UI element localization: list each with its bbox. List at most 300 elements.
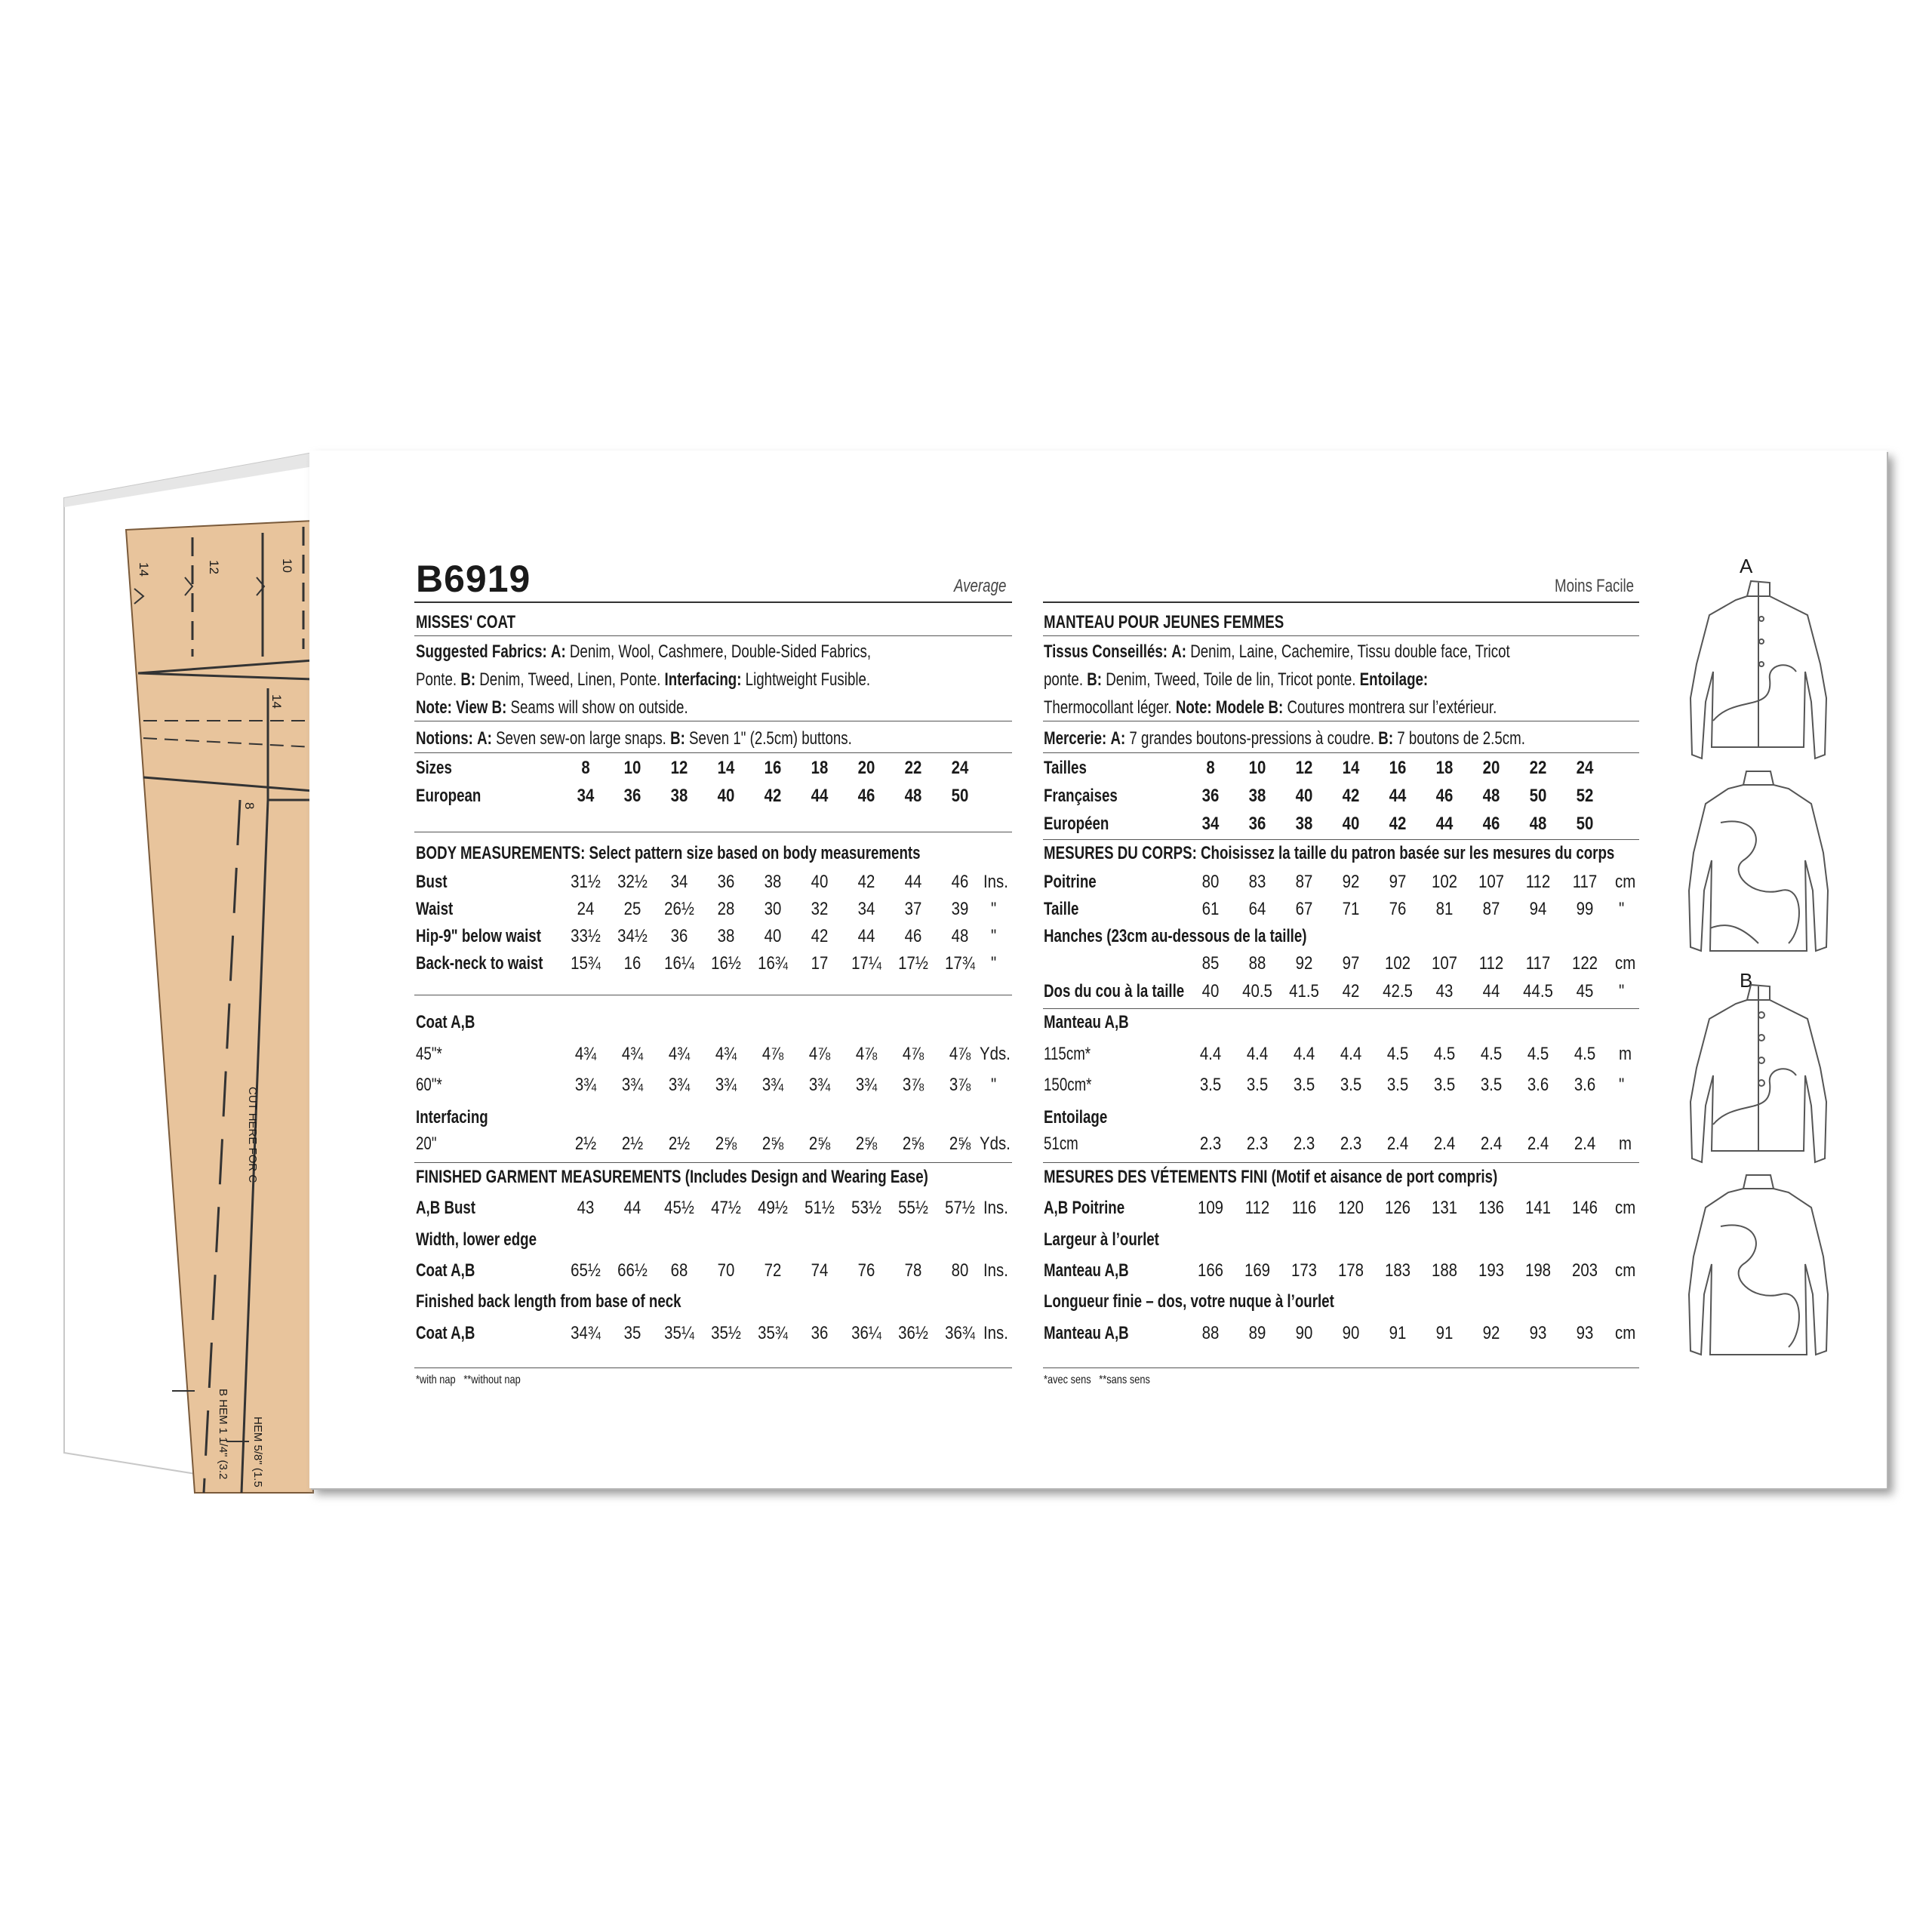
table-cell: 12 [670,758,688,778]
table-cell: 70 [717,1260,735,1281]
table-cell: 116 [1291,1198,1317,1218]
table-cell: 97 [1342,953,1360,974]
text: Seams will show on outside. [510,697,688,718]
table-cell: 72 [764,1260,782,1281]
table-cell: 64 [1248,899,1266,919]
table-cell: 17¾ [945,953,975,974]
row-label: 115cm* [1044,1044,1091,1064]
table-cell: 3.5 [1293,1075,1315,1095]
table-cell: 52 [1576,786,1594,806]
table-cell: 169 [1244,1260,1271,1281]
table-cell: 30 [764,899,782,919]
table-cell: 38 [1295,814,1313,834]
table-cell: 15¾ [571,953,601,974]
table-cell: 122 [1571,953,1598,974]
table-cell: 42.5 [1383,981,1413,1001]
table-cell: 78 [904,1260,922,1281]
table-cell: 36¾ [945,1323,975,1343]
table-cell: 42 [1342,981,1360,1001]
row-label: Hanches (23cm au-dessous de la taille) [1044,926,1307,946]
table-cell: 42 [1342,786,1360,806]
table-cell: 44.5 [1523,981,1553,1001]
table-cell: 44 [811,786,829,806]
table-cell: 61 [1201,899,1220,919]
tissue-size-label: 14 [137,562,151,577]
table-cell: 50 [1529,786,1547,806]
row-label: Françaises [1044,786,1118,806]
table-cell: 36 [623,786,641,806]
coat-view-b-front [1690,985,1826,1162]
coat-view-drawings [1683,574,1834,1374]
title-fr: MANTEAU POUR JEUNES FEMMES [1044,612,1284,632]
table-cell: 2⅝ [761,1134,784,1154]
table-cell: 141 [1524,1198,1552,1218]
table-cell: 36 [670,926,688,946]
table-cell: 90 [1342,1323,1360,1343]
table-cell: 2⅝ [902,1134,924,1154]
label: Notions: [416,728,473,749]
table-cell: 76 [1389,899,1407,919]
table-cell: 102 [1384,953,1411,974]
table-cell: 20 [1482,758,1500,778]
table-cell: 3⅞ [902,1075,924,1095]
table-cell: 35¼ [664,1323,694,1343]
text: Denim, Tweed, Linen, Ponte. [479,669,661,690]
fabrics-en [416,638,872,721]
table-cell: 131 [1431,1198,1458,1218]
table-cell: 46 [857,786,875,806]
table-cell: 2½ [668,1134,691,1154]
table-cell: 34 [1201,814,1220,834]
table-cell: 40 [1342,814,1360,834]
table-cell: 22 [1529,758,1547,778]
table-cell: 44 [1389,786,1407,806]
table-cell: 8 [1206,758,1215,778]
table-cell: 4.5 [1433,1044,1456,1064]
table-cell: 2.4 [1386,1134,1409,1154]
table-cell: 40 [717,786,735,806]
coat-view-a-front [1690,581,1826,758]
table-cell: 34½ [617,926,648,946]
table-cell: 68 [670,1260,688,1281]
row-label: Manteau A,B [1044,1260,1129,1281]
table-cell: 40 [764,926,782,946]
table-cell: 2⅝ [855,1134,878,1154]
table-cell: 3¾ [574,1075,597,1095]
table-cell: 16 [764,758,782,778]
footnote-fr: *avec sens **sans sens [1044,1374,1150,1386]
table-cell: 3.5 [1386,1075,1409,1095]
table-cell: 20 [857,758,875,778]
label: Note: Modele B: [1175,697,1284,718]
table-cell: 66½ [617,1260,648,1281]
label: A: [550,641,566,662]
table-cell: 178 [1337,1260,1364,1281]
table-cell: 3¾ [761,1075,784,1095]
table-cell: 87 [1295,872,1313,892]
unit: Ins. [983,872,1008,892]
table-cell: 35 [623,1323,641,1343]
rule [1043,1008,1639,1009]
notions-en [416,724,852,752]
pattern-number: B6919 [416,558,531,600]
table-cell: 97 [1389,872,1407,892]
tissue-size-label: 14 [269,694,284,709]
row-label: Poitrine [1044,872,1097,892]
label: A: [1171,641,1187,662]
label: Mercerie: [1044,728,1107,749]
table-cell: 92 [1342,872,1360,892]
section-header: FINISHED GARMENT MEASUREMENTS (Includes Design and Wearing Ease) [416,1167,928,1187]
table-cell: 36 [1201,786,1220,806]
table-cell: 25 [623,899,641,919]
tissue-hem-label: B HEM 1 1/4" (3.2 [217,1389,229,1480]
table-cell: 3.6 [1574,1075,1596,1095]
table-cell: 16¼ [664,953,694,974]
table-cell: 65½ [571,1260,601,1281]
footnote-en: *with nap **without nap [416,1374,521,1386]
table-cell: 93 [1576,1323,1594,1343]
table-cell: 3.6 [1527,1075,1549,1095]
rule [414,752,1012,753]
table-cell: 107 [1431,953,1458,974]
table-cell: 146 [1571,1198,1598,1218]
row-label: Waist [416,899,454,919]
rule [414,635,1012,636]
table-cell: 36¼ [851,1323,881,1343]
table-cell: 50 [951,786,969,806]
table-cell: 38 [764,872,782,892]
table-cell: 173 [1291,1260,1318,1281]
table-cell: 166 [1197,1260,1224,1281]
table-cell: 17 [811,953,829,974]
rule [414,1367,1012,1368]
text: Denim, Laine, Cachemire, Tissu double face, Tricot ponte. [1044,641,1510,690]
row-label: 45"* [416,1044,442,1064]
table-cell: 4⅞ [761,1044,784,1064]
row-label: Manteau A,B [1044,1012,1129,1032]
table-cell: 120 [1337,1198,1364,1218]
table-cell: 4¾ [621,1044,644,1064]
table-cell: 46 [1482,814,1500,834]
table-cell: 83 [1248,872,1266,892]
row-label: Manteau A,B [1044,1323,1129,1343]
table-cell: 71 [1342,899,1360,919]
table-cell: 3¾ [808,1075,831,1095]
table-cell: 38 [670,786,688,806]
row-label: Coat A,B [416,1260,475,1281]
table-cell: 102 [1431,872,1458,892]
table-cell: 3⅞ [949,1075,971,1095]
table-cell: 4¾ [574,1044,597,1064]
row-label: 20" [416,1134,437,1154]
table-cell: 93 [1529,1323,1547,1343]
difficulty-fr: Moins Facile [1555,576,1635,596]
table-cell: 4.4 [1340,1044,1362,1064]
table-cell: 40 [1201,981,1220,1001]
unit: " [1619,899,1625,919]
table-cell: 40 [1295,786,1313,806]
table-cell: 3.5 [1246,1075,1269,1095]
table-cell: 10 [623,758,641,778]
table-cell: 85 [1201,953,1220,974]
label: B: [670,728,685,749]
row-label: Finished back length from base of neck [416,1291,681,1312]
row-label: Tailles [1044,758,1087,778]
table-cell: 112 [1244,1198,1270,1218]
text: Seven 1" (2.5cm) buttons. [689,728,852,749]
table-cell: 2.4 [1480,1134,1503,1154]
table-cell: 188 [1431,1260,1458,1281]
table-cell: 117 [1572,872,1598,892]
table-cell: 48 [951,926,969,946]
table-cell: 4⅞ [949,1044,971,1064]
row-label: 150cm* [1044,1075,1092,1095]
table-cell: 17½ [898,953,928,974]
table-cell: 4¾ [715,1044,737,1064]
table-cell: 2⅝ [949,1134,971,1154]
label: Entoilage: [1359,669,1429,690]
table-cell: 46 [1435,786,1454,806]
row-label: European [416,786,481,806]
table-cell: 112 [1525,872,1551,892]
table-cell: 203 [1571,1260,1598,1281]
table-cell: 3¾ [715,1075,737,1095]
section-header: BODY MEASUREMENTS: Select pattern size based on body measurements [416,843,921,863]
table-cell: 43 [577,1198,595,1218]
table-cell: 34 [577,786,595,806]
table-cell: 55½ [898,1198,928,1218]
table-cell: 34¾ [571,1323,601,1343]
table-cell: 4⅞ [808,1044,831,1064]
table-cell: 40 [811,872,829,892]
table-cell: 45 [1576,981,1594,1001]
table-cell: 50 [1576,814,1594,834]
unit: " [1619,981,1625,1001]
row-label: Coat A,B [416,1012,475,1032]
table-cell: 193 [1478,1260,1505,1281]
table-cell: 51½ [804,1198,835,1218]
table-cell: 4¾ [668,1044,691,1064]
table-cell: 37 [904,899,922,919]
table-cell: 3.5 [1199,1075,1222,1095]
unit: Yds. [980,1134,1011,1154]
fabrics-fr [1044,638,1510,721]
table-cell: 88 [1248,953,1266,974]
table-cell: 2.4 [1527,1134,1549,1154]
text: Denim, Tweed, Toile de lin, Tricot ponte. [1106,669,1356,690]
label: Interfacing: [664,669,742,690]
table-cell: 42 [857,872,875,892]
table-cell: 2.3 [1293,1134,1315,1154]
label: B: [460,669,476,690]
tissue-cut-label: CUT HERE FOR C [246,1087,259,1183]
coat-view-b-back [1689,1175,1828,1355]
label: A: [1110,728,1126,749]
text: 7 boutons de 2.5cm. [1397,728,1525,749]
unit: cm [1615,953,1636,974]
unit: " [991,899,997,919]
table-cell: 4.5 [1527,1044,1549,1064]
table-cell: 31½ [571,872,601,892]
row-label: Width, lower edge [416,1229,537,1250]
table-cell: 80 [1201,872,1220,892]
table-cell: 2.4 [1574,1134,1596,1154]
table-cell: 2½ [621,1134,644,1154]
row-label: Bust [416,872,448,892]
table-cell: 36 [1248,814,1266,834]
table-cell: 198 [1524,1260,1552,1281]
table-cell: 92 [1295,953,1313,974]
unit: Ins. [983,1323,1008,1343]
unit: cm [1615,1260,1636,1281]
row-label: Interfacing [416,1107,488,1128]
tissue-hem-label: HEM 5/8" (1.5 [251,1417,264,1487]
table-cell: 44 [904,872,922,892]
table-cell: 16 [623,953,641,974]
rule [414,601,1012,603]
unit: cm [1615,1198,1636,1218]
table-cell: 126 [1384,1198,1411,1218]
table-cell: 88 [1201,1323,1220,1343]
table-cell: 112 [1478,953,1504,974]
table-cell: 14 [717,758,735,778]
table-cell: 24 [577,899,595,919]
table-cell: 17¼ [851,953,881,974]
unit: cm [1615,872,1636,892]
rule [414,1162,1012,1163]
table-cell: 35¾ [758,1323,788,1343]
table-cell: 16¾ [758,953,788,974]
row-label: Hip-9" below waist [416,926,541,946]
title-en: MISSES' COAT [416,612,516,632]
unit: Ins. [983,1260,1008,1281]
table-cell: 40.5 [1242,981,1272,1001]
label: A: [477,728,492,749]
table-cell: 53½ [851,1198,881,1218]
notions-fr [1044,724,1525,752]
table-cell: 10 [1248,758,1266,778]
table-cell: 2⅝ [715,1134,737,1154]
table-cell: 36 [811,1323,829,1343]
row-label: Back-neck to waist [416,953,543,974]
table-cell: 87 [1482,899,1500,919]
unit: " [991,1075,997,1095]
table-cell: 28 [717,899,735,919]
table-cell: 18 [1435,758,1454,778]
rule [1043,601,1639,603]
table-cell: 47½ [711,1198,741,1218]
table-cell: 81 [1435,899,1454,919]
table-cell: 91 [1435,1323,1454,1343]
table-cell: 38 [1248,786,1266,806]
text: Denim, Wool, Cashmere, Double-Sided Fabrics, Ponte. [416,641,872,690]
row-label: Largeur à l’ourlet [1044,1229,1159,1250]
table-cell: 94 [1529,899,1547,919]
table-cell: 33½ [571,926,601,946]
tissue-size-label: 8 [242,802,257,810]
table-cell: 4.5 [1574,1044,1596,1064]
table-cell: 90 [1295,1323,1313,1343]
table-cell: 74 [811,1260,829,1281]
table-cell: 48 [904,786,922,806]
text: 7 grandes boutons-pressions à coudre. [1129,728,1375,749]
text: Thermocollant léger. [1044,697,1172,718]
table-cell: 49½ [758,1198,788,1218]
rule [1043,839,1639,840]
table-cell: 32 [811,899,829,919]
table-cell: 24 [1576,758,1594,778]
table-cell: 45½ [664,1198,694,1218]
row-label: Coat A,B [416,1323,475,1343]
table-cell: 43 [1435,981,1454,1001]
text: Seven sew-on large snaps. [496,728,666,749]
table-cell: 14 [1342,758,1360,778]
row-label: A,B Poitrine [1044,1198,1125,1218]
row-label: 60"* [416,1075,442,1095]
table-cell: 3.5 [1433,1075,1456,1095]
row-label: Sizes [416,758,452,778]
section-header: MESURES DES VÉTEMENTS FINI (Motif et aisance de port compris) [1044,1167,1498,1187]
table-cell: 76 [857,1260,875,1281]
row-label: Taille [1044,899,1079,919]
table-cell: 109 [1197,1198,1224,1218]
row-label: Dos du cou à la taille [1044,981,1185,1001]
table-cell: 4.5 [1386,1044,1409,1064]
table-cell: 4⅞ [902,1044,924,1064]
table-cell: 4.4 [1246,1044,1269,1064]
table-cell: 2.4 [1433,1134,1456,1154]
table-cell: 38 [717,926,735,946]
table-cell: 4.4 [1199,1044,1222,1064]
row-label: Européen [1044,814,1109,834]
table-cell: 32½ [617,872,648,892]
table-cell: 44 [1435,814,1454,834]
table-cell: 48 [1482,786,1500,806]
table-cell: 99 [1576,899,1594,919]
label: Tissus Conseillés: [1044,641,1168,662]
table-cell: 42 [811,926,829,946]
table-cell: 4.4 [1293,1044,1315,1064]
label: B: [1378,728,1394,749]
table-cell: 46 [904,926,922,946]
table-cell: 44 [857,926,875,946]
table-cell: 57½ [945,1198,975,1218]
table-cell: 36 [717,872,735,892]
table-cell: 89 [1248,1323,1266,1343]
table-cell: 8 [581,758,590,778]
row-label: Longueur finie – dos, votre nuque à l’ourlet [1044,1291,1334,1312]
table-cell: 2⅝ [808,1134,831,1154]
unit: " [991,926,997,946]
table-cell: 91 [1389,1323,1407,1343]
rule [1043,1162,1639,1163]
table-cell: 4⅞ [855,1044,878,1064]
table-cell: 92 [1482,1323,1500,1343]
table-cell: 2½ [574,1134,597,1154]
tissue-size-label: 12 [207,560,221,574]
table-cell: 26½ [664,899,694,919]
table-cell: 136 [1478,1198,1505,1218]
table-cell: 44 [1482,981,1500,1001]
table-cell: 48 [1529,814,1547,834]
table-cell: 34 [670,872,688,892]
table-cell: 3¾ [668,1075,691,1095]
table-cell: 2.3 [1199,1134,1222,1154]
table-cell: 80 [951,1260,969,1281]
coat-view-a-back [1689,771,1828,951]
table-cell: 35½ [711,1323,741,1343]
